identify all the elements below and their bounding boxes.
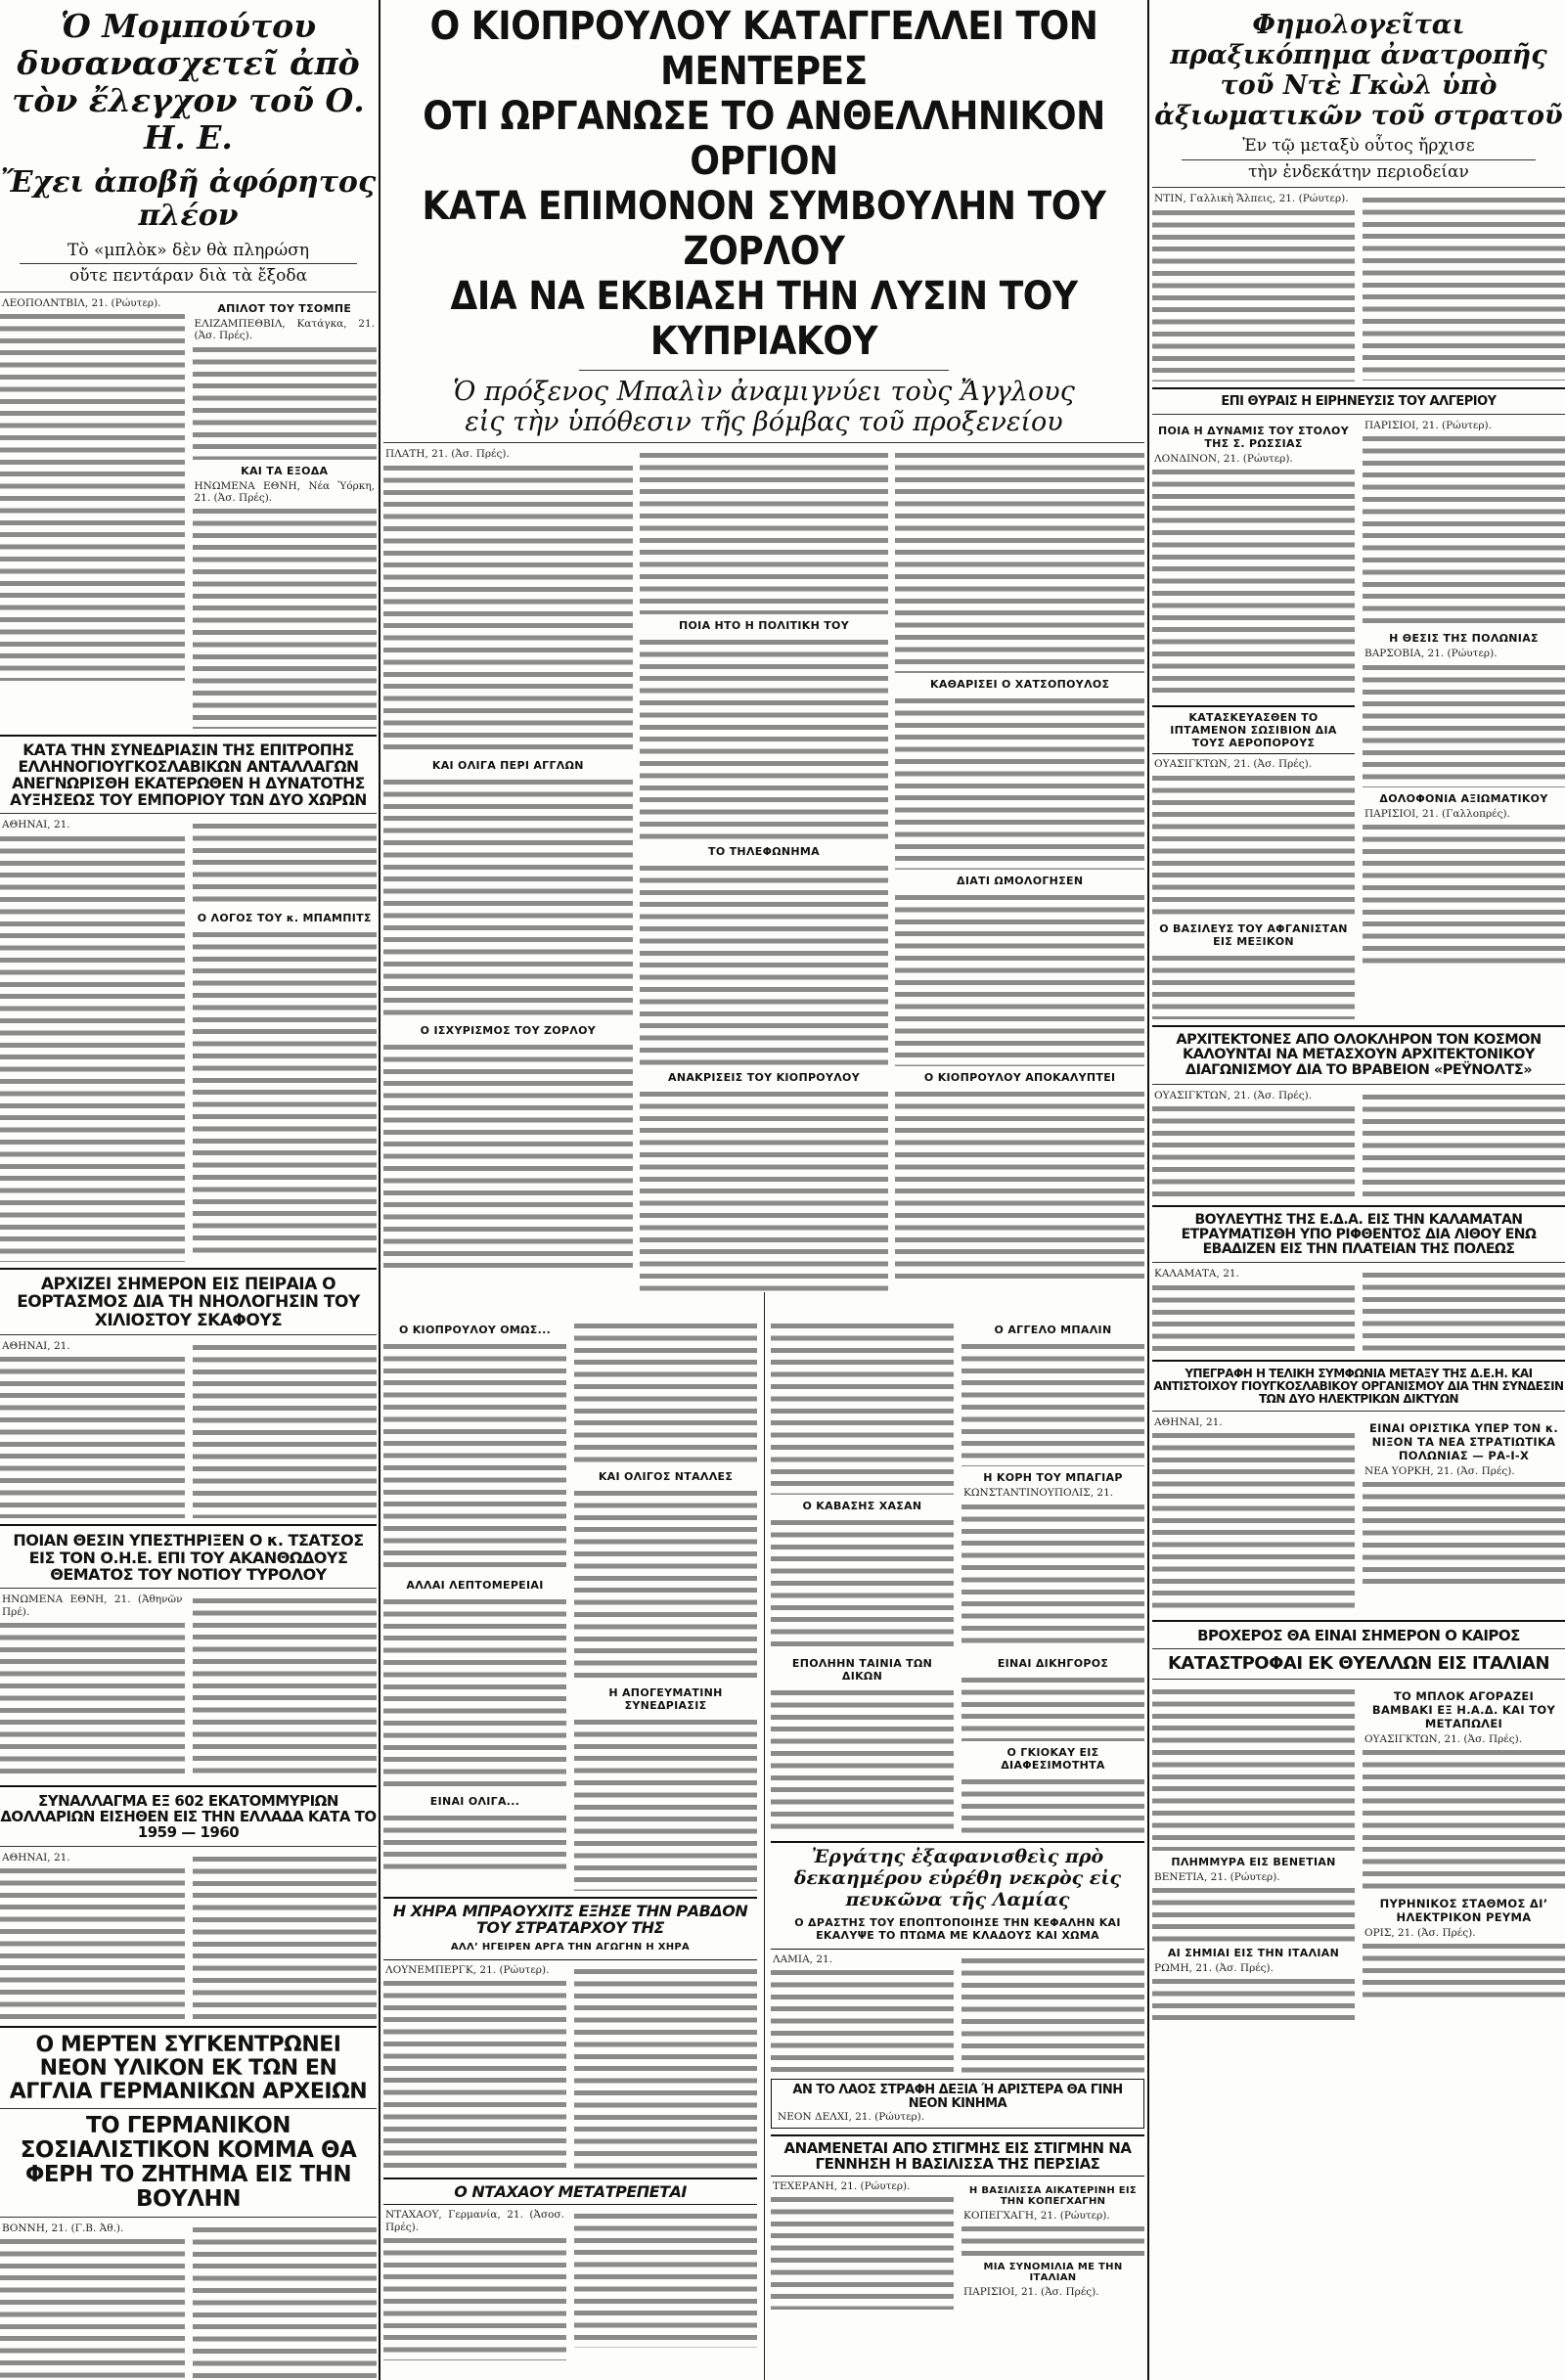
divider [1152,1360,1565,1362]
text-block [961,1673,1144,1741]
column-rule [379,0,380,2380]
dateline: ΚΩΝΣΤΑΝΤΙΝΟΥΠΟΛΙΣ, 21. [963,1487,1114,1500]
dateline: ΛΟΝΔΙΝΟΝ, 21. (Ρώυτερ). [1154,452,1293,465]
text-block [193,2223,378,2380]
dateline: ΒΕΝΕΤΙΑ, 21. (Ρώυτερ). [1154,1870,1280,1883]
dateline: ΠΑΡΙΣΙΟΙ, 21. (Ἀσ. Πρές). [963,2286,1099,2299]
center-lower-right [771,1319,1144,2360]
subheading: ΤΟ ΜΠΛΟΚ ΑΓΟΡΑΖΕΙ ΒΑΜΒΑΚΙ ΕΞ Η.Α.Δ. ΚΑΙ ΤΟΥ ΜΕΤΑΠΩΛΕΙ [1371,1688,1556,1730]
story-body [383,1964,757,2172]
subheading: ΕΙΝΑΙ ΟΛΙΓΑ... [429,1795,520,1809]
story-body [0,1594,377,1779]
story-title: ΒΡΟΧΕΡΟΣ ΘΑ ΕΙΝΑΙ ΣΗΜΕΡΟΝ Ο ΚΑΙΡΟΣ [1197,1626,1520,1644]
subheading: Ο ΒΑΣΙΛΕΥΣ ΤΟΥ ΑΦΓΑΝΙΣΤΑΝ ΕΙΣ ΜΕΞΙΚΟΝ [1159,921,1348,948]
divider [0,1785,377,1787]
subheading: ΕΙΝΑΙ ΔΙΚΗΓΟΡΟΣ [997,1657,1109,1671]
lead-story-subtitle: οὔτε πεντάραν διὰ τὰ ἔξοδα [68,266,308,287]
subheading: ΑΠΙΛΟΤ ΤΟΥ ΤΣΟΜΠΕ [217,301,352,315]
divider [0,1334,377,1335]
story-body [1152,1268,1565,1353]
text-block [1363,1745,1565,1892]
text-block [961,1774,1144,1835]
dateline: ΛΟΥΝΕΜΠΕΡΓΚ, 21. (Ρώυτερ). [385,1963,550,1976]
text-block [895,694,1144,870]
subheading: Ο ΑΓΓΕΛΟ ΜΠΑΛΙΝ [994,1324,1112,1337]
text-block [640,635,889,840]
text-block [193,1852,378,2020]
subheading: Ο ΚΑΒΑΣΗΣ ΧΑΣΑΝ [802,1500,922,1513]
dateline: ΠΛΑΤΗ, 21. (Ἀσ. Πρές). [385,448,510,461]
text-block [640,448,889,614]
dateline: ΒΑΡΣΟΒΙΑ, 21. (Ρώυτερ). [1364,648,1498,660]
text-block [1152,1280,1355,1354]
dateline: ΟΥΑΣΙΓΚΤΩΝ, 21. (Ἀσ. Πρές). [1154,758,1313,771]
lead-story-body [1152,193,1565,381]
subheading: ΑΛΛ’ ΗΓΕΙΡΕΝ ΑΡΓΑ ΤΗΝ ΑΓΩΓΗΝ Η ΧΗΡΑ [450,1941,691,1953]
subheading: ΔΟΛΟΦΟΝΙΑ ΑΞΙΩΜΑΤΙΚΟΥ [1379,791,1548,805]
story-body [771,1953,1144,2073]
story-title: ΑΝ ΤΟ ΛΑΟΣ ΣΤΡΑΦΗ ΔΕΞΙΑ Ή ΑΡΙΣΤΕΡΑ ΘΑ ΓΙΝΗ ΝΕΟΝ ΚΙΝΗΜΑ [792,2083,1123,2112]
dateline: ΑΘΗΝΑΙ, 21. [2,1851,70,1864]
story-box [1152,705,1355,754]
main-story-continuation [771,1652,1144,1835]
text-block [1363,820,1565,966]
lead-story-title: Ὁ Μομπούτου δυσανασχετεῖ ἀπὸ τὸν ἔλεγχον τοῦ Ο. Η. Ε. [12,7,365,157]
story-body [0,2223,377,2380]
subheading: ΠΟΙΑ Η ΔΥΝΑΜΙΣ ΤΟΥ ΣΤΟΛΟΥ ΤΗΣ Σ. ΡΩΣΣΙΑΣ [1158,424,1349,450]
text-block [1363,660,1565,787]
dateline: ΡΩΜΗ, 21. (Ἀσ. Πρές). [1154,1961,1274,1974]
text-block [383,1339,566,1574]
dateline: ΝΤΙΝ, Γαλλικὴ Ἄλπεις, 21. (Ρώυτερ). [1154,193,1349,205]
story-box [771,1841,1144,1950]
text-block [771,1319,954,1495]
divider [1152,187,1565,188]
text-block [1363,1268,1565,1353]
dateline: ΑΘΗΝΑΙ, 21. [1154,1415,1223,1428]
text-block [1152,1101,1355,1199]
story-title: Ο ΜΕΡΤΕΝ ΣΥΓΚΕΝΤΡΩΝΕΙ ΝΕΟΝ ΥΛΙΚΟΝ ΕΚ ΤΩΝ ΕΝ ΑΓΓΛΙΑ ΓΕΡΜΑΝΙΚΩΝ ΑΡΧΕΙΩΝ [9,2033,368,2104]
dateline: ΝΕΟΝ ΔΕΛΧΙ, 21. (Ρώυτερ). [778,2111,925,2124]
divider [0,2108,377,2109]
story-body [1152,1416,1565,1614]
lead-story-title: Φημολογεῖται πραξικόπημα ἀνατροπῆς τοῦ Ντὲ Γκὼλ ὑπὸ ἀξιωματικῶν τοῦ στρατοῦ [1154,10,1563,132]
text-block [1152,1974,1355,2023]
subheading: ΑΙ ΣΗΜΙΑΙ ΕΙΣ ΤΗΝ ΙΤΑΛΙΑΝ [1167,1946,1340,1959]
text-block [1363,193,1565,381]
subheading: Ο ΛΟΓΟΣ ΤΟΥ κ. ΜΠΑΜΠΙΤΣ [197,912,372,925]
text-block [771,1685,954,1832]
story-title: Ο ΝΤΑΧΑΟΥ ΜΕΤΑΤΡΕΠΕΤΑΙ [454,2182,687,2202]
dateline: ΚΟΠΕΓΧΑΓΗ, 21. (Ρώυτερ). [963,2209,1110,2222]
main-headline-line: ΟΤΙ ΩΡΓΑΝΩΣΕ ΤΟ ΑΝΘΕΛΛΗΝΙΚΟΝ ΟΡΓΙΟΝ [423,94,1105,184]
subheading: ΠΟΙΑ ΗΤΟ Η ΠΟΛΙΤΙΚΗ ΤΟΥ [679,619,849,633]
dateline: ΑΘΗΝΑΙ, 21. [2,819,70,831]
text-block [1363,431,1565,627]
dateline: ΗΝΩΜΕΝΑ ΕΘΝΗ, Νέα Ὑόρκη, 21. (Ἀσ. Πρές). [194,479,375,505]
divider [1182,159,1536,160]
story-title: ΕΠΙ ΘΥΡΑΙΣ Η ΕΙΡΗΝΕΥΣΙΣ ΤΟΥ ΑΛΓΕΡΙΟΥ [1221,393,1497,409]
divider [0,813,377,814]
story-title: ΒΟΥΛΕΥΤΗΣ ΤΗΣ Ε.Δ.Α. ΕΙΣ ΤΗΝ ΚΑΛΑΜΑΤΑΝ ΕΤΡΑΥΜΑΤΙΣΘΗ ΥΠΟ ΡΙΦΘΕΝΤΟΣ ΔΙΑ ΛΙΘΟΥ ΕΝΩ ΕΒΑΔΙΖΕΝ ΕΙΣ ΤΗΝ ΠΛΑΤΕΙΑΝ ΤΗΣ ΠΟΛΕΩΣ [1181,1211,1537,1258]
divider [1152,1025,1565,1027]
subheading: ΚΑΤΑΣΚΕΥΑΣΘΕΝ ΤΟ ΙΠΤΑΜΕΝΟΝ ΣΩΣΙΒΙΟΝ ΔΙΑ ΤΟΥΣ ΑΕΡΟΠΟΡΟΥΣ [1170,711,1337,750]
text-block [0,1618,185,1779]
dateline: ΟΥΑΣΙΓΚΤΩΝ, 21. (Ἀσ. Πρές). [1154,1089,1313,1101]
dateline: ΒΟΝΝΗ, 21. (Γ.Β. Ἀθ.). [2,2222,124,2234]
divider [1152,1648,1565,1649]
text-block [0,2234,185,2380]
divider [0,1268,377,1270]
column-rule [1147,0,1149,2380]
dateline: ΛΕΟΠΟΛΝΤΒΙΛ, 21. (Ρώυτερ). [2,296,161,309]
story-title: Η ΧΗΡΑ ΜΠΡΑΟΥΧΙΤΣ ΕΞΗΣΕ ΤΗΝ ΡΑΒΔΟΝ ΤΟΥ ΣΤΡΑΤΑΡΧΟΥ ΤΗΣ [392,1902,748,1938]
subheading: ΠΛΗΜΜΥΡΑ ΕΙΣ ΒΕΝΕΤΙΑΝ [1171,1855,1336,1868]
story-body [0,1852,377,2020]
right-column [1152,0,1565,2380]
text-block [1152,771,1355,918]
lead-story-deck: Ἔχει ἀποβῆ ἀφόρητος πλέον [0,164,377,234]
dateline: ΠΑΡΙΣΙΟΙ, 21. (Γαλλοπρές). [1364,807,1510,820]
divider [0,1524,377,1526]
text-block [383,775,633,1019]
subheading: Ο ΔΡΑΣΤΗΣ ΤΟΥ ΕΠΟΠΤΟΠΟΙΗΣΕ ΤΗΝ ΚΕΦΑΛΗΝ ΚΑΙ ΕΚΑΛΥΨΕ ΤΟ ΠΤΩΜΑ ΜΕ ΚΛΑΔΟΥΣ ΚΑΙ ΧΩΜΑ [794,1915,1121,1942]
center-lower-left [383,1319,757,2360]
divider [1152,387,1565,389]
story-box [383,2178,757,2205]
story-title: ΚΑΤΑΣΤΡΟΦΑΙ ΕΚ ΘΥΕΛΛΩΝ ΕΙΣ ΙΤΑΛΙΑΝ [1167,1653,1550,1675]
subheading: ΚΑΙ ΟΛΙΓΟΣ ΝΤΑΛΛΕΣ [598,1470,734,1484]
text-block [193,927,378,1255]
text-block [193,819,378,907]
subheading: Η ΑΠΟΓΕΥΜΑΤΙΝΗ ΣΥΝΕΔΡΙΑΣΙΣ [608,1686,723,1713]
subheading: ΚΑΘΑΡΙΣΕΙ Ο ΧΑΤΣΟΠΟΥΛΟΣ [930,678,1110,692]
story-title: ΑΝΑΜΕΝΕΤΑΙ ΑΠΟ ΣΤΙΓΜΗΣ ΕΙΣ ΣΤΙΓΜΗΝ ΝΑ ΓΕΝΝΗΣΗ Η ΒΑΣΙΛΙΣΣΑ ΤΗΣ ΠΕΡΣΙΑΣ [783,2138,1132,2173]
subheading: ΚΑΙ ΟΛΙΓΑ ΠΕΡΙ ΑΓΓΛΩΝ [431,758,584,772]
text-block [1152,951,1355,1019]
lead-story-body [0,297,377,730]
story-box [771,2079,1144,2128]
story-body [1152,420,1565,1019]
text-block [0,831,185,1262]
main-headline-line: Ο ΚΙΟΠΡΟΥΛΟΥ ΚΑΤΑΓΓΕΛΛΕΙ ΤΟΝ ΜΕΝΤΕΡΕΣ [429,4,1098,94]
subheading: Ο ΚΙΟΠΡΟΥΛΟΥ ΟΜΩΣ... [398,1324,552,1337]
text-block [383,2233,566,2360]
story-body [771,2180,1144,2310]
dateline: ΝΤΑΧΑΟΥ, Γερμανία, 21. (Ἀσοσ. Πρές). [385,2209,564,2233]
divider [20,263,357,264]
story-title: ΣΥΝΑΛΛΑΓΜΑ ΕΞ 602 ΕΚΑΤΟΜΜΥΡΙΩΝ ΔΟΛΛΑΡΙΩΝ ΕΙΣΗΘΕΝ ΕΙΣ ΤΗΝ ΕΛΛΑΔΑ ΚΑΤΑ ΤΟ 1959 — 1960 [0,1792,377,1842]
subheading: ΑΝΑΚΡΙΣΕΙΣ ΤΟΥ ΚΙΟΠΡΟΥΛΟΥ [668,1071,860,1085]
text-block [640,861,889,1066]
subheading: Η ΚΟΡΗ ΤΟΥ ΜΠΑΓΙΑΡ [983,1471,1123,1485]
text-block [895,1087,1144,1282]
story-box [771,2134,1144,2177]
text-block [640,1087,889,1292]
divider [0,1588,377,1589]
subheading: ΕΙΝΑΙ ΟΡΙΣΤΙΚΑ ΥΠΕΡ ΤΟΝ κ. ΝΙΞΟΝ ΤΑ ΝΕΑ ΣΤΡΑΤΙΩΤΙΚΑ ΠΟΛΩΝΙΑΣ — ΡΑ-Ι-Χ [1368,1420,1559,1462]
center-columns [383,0,1144,2380]
main-story-continuation [383,1319,757,1891]
dateline: ΟΥΑΣΙΓΚΤΩΝ, 21. (Ἀσ. Πρές). [1364,1732,1523,1745]
text-block [0,309,185,681]
story-body [0,1340,377,1518]
text-block [1152,1684,1355,1851]
main-deck: εἰς τὴν ὑπόθεσιν τῆς βόμβας τοῦ προξενείου [465,407,1063,438]
center-lower [383,1319,1144,2360]
subheading: ΔΙΑΤΙ ΩΜΟΛΟΓΗΣΕΝ [957,875,1084,888]
text-block [383,461,633,754]
subheading: ΠΥΡΗΝΙΚΟΣ ΣΤΑΘΜΟΣ ΔΙ’ ΗΛΕΚΤΡΙΚΟΝ ΡΕΥΜΑ [1379,1896,1548,1924]
text-block [193,1340,378,1518]
divider [1152,414,1565,415]
dateline: ΗΝΩΜΕΝΑ ΕΘΝΗ, 21. (Ἀθηνῶν Πρέ). [2,1594,183,1618]
text-block [961,2222,1144,2257]
subheading: ΚΑΙ ΤΑ ΕΞΟΔΑ [241,464,329,477]
divider [0,1846,377,1847]
lead-story-subtitle: Ἐν τῷ μεταξὺ οὗτος ἤρχισε [1242,136,1475,157]
story-body [383,2209,757,2360]
lead-story-subtitle: τὴν ἑνδεκάτην περιοδείαν [1248,161,1469,182]
text-block [0,1352,185,1518]
text-block [574,2209,757,2348]
story-title: ΥΠΕΓΡΑΦΗ Η ΤΕΛΙΚΗ ΣΥΜΦΩΝΙΑ ΜΕΤΑΞΥ ΤΗΣ Δ.Ε.Η. ΚΑΙ ΑΝΤΙΣΤΟΙΧΟΥ ΓΙΟΥΓΚΟΣΛΑΒΙΚΟΥ ΟΡΓΑΝΙΣΜΟΥ ΔΙΑ ΤΗΝ ΣΥΝΔΕΣΙΝ ΤΩΝ ΔΥΟ ΗΛΕΚΤΡΙΚΩΝ ΔΙΚΤΥΩΝ [1153,1366,1564,1406]
story-title: ΑΡΧΙΖΕΙ ΣΗΜΕΡΟΝ ΕΙΣ ΠΕΙΡΑΙΑ Ο ΕΟΡΤΑΣΜΟΣ ΔΙΑ ΤΗ ΝΗΟΛΟΓΗΣΙΝ ΤΟΥ ΧΙΛΙΟΣΤΟΥ ΣΚΑΦΟΥΣ [17,1274,360,1330]
main-headline [383,4,1144,364]
story-title: ΚΑΤΑ ΤΗΝ ΣΥΝΕΔΡΙΑΣΙΝ ΤΗΣ ΕΠΙΤΡΟΠΗΣ ΕΛΛΗΝΟΓΙΟΥΓΚΟΣΛΑΒΙΚΩΝ ΑΝΤΑΛΛΑΓΩΝ ΑΝΕΓΝΩΡΙΣΘΗ ΕΚΑΤΕΡΩΘΕΝ Η ΔΥΝΑΤΟΤΗΣ ΑΥΞΗΣΕΩΣ ΤΟΥ ΕΜΠΟΡΙΟΥ ΤΩΝ ΔΥΟ ΧΩΡΩΝ [10,741,367,809]
main-headline-line: ΚΑΤΑ ΕΠΙΜΟΝΟΝ ΣΥΜΒΟΥΛΗΝ ΤΟΥ ΖΟΡΛΟΥ [422,184,1106,274]
text-block [0,1864,185,2020]
text-block [193,1594,378,1779]
text-block [1152,205,1355,382]
subheading: Ο ΚΙΟΠΡΟΥΛΟΥ ΑΠΟΚΑΛΥΠΤΕΙ [923,1071,1116,1085]
story-title: ΠΟΙΑΝ ΘΕΣΙΝ ΥΠΕΣΤΗΡΙΞΕΝ Ο κ. ΤΣΑΤΣΟΣ ΕΙΣ ΤΟΝ Ο.Η.Ε. ΕΠΙ ΤΟΥ ΑΚΑΝΘΩΔΟΥΣ ΘΕΜΑΤΟΣ ΤΟΥ ΝΟΤΙΟΥ ΤΥΡΟΛΟΥ [13,1531,364,1584]
subheading: Η ΒΑΣΙΛΙΣΣΑ ΑΙΚΑΤΕΡΙΝΗ ΕΙΣ ΤΗΝ ΚΟΠΕΓΧΑΓΗΝ [968,2184,1138,2207]
divider [1152,1084,1565,1085]
subheading: Ο ΓΚΙΟΚΑΥ ΕΙΣ ΔΙΑΦΕΣΙΜΟΤΗΤΑ [1001,1746,1105,1773]
main-deck: Ὁ πρόξενος Μπαλὶν ἀναμιγνύει τοὺς Ἄγγλους [453,377,1075,407]
subheading: ΕΠΟΛΗΗΝ ΤΑΙΝΙΑ ΤΩΝ ΔΙΚΩΝ [791,1657,933,1684]
text-block [961,1500,1144,1646]
divider [0,2026,377,2028]
dateline: ΛΑΜΙΑ, 21. [773,1953,833,1965]
lead-story-subtitle: Τὸ «μπλὸκ» δὲν θὰ πληρώση [67,240,310,260]
text-block [1152,1883,1355,1942]
text-block [1363,1939,1565,1998]
subheading: ΑΛΛΑΙ ΛΕΠΤΟΜΕΡΕΙΑΙ [406,1579,544,1593]
text-block [771,1515,954,1652]
text-block [193,504,378,729]
text-block [1363,1477,1565,1585]
story-body [1152,1684,1565,2024]
divider [579,370,949,371]
text-block [1363,1090,1565,1199]
text-block [383,1976,566,2172]
subheading: ΤΟ ΤΗΛΕΦΩΝΗΜΑ [708,845,820,859]
text-block [1152,1428,1355,1614]
dateline: ΝΕΑ ΥΟΡΚΗ, 21. (Ἀσ. Πρές). [1364,1464,1515,1477]
text-block [574,1964,757,2172]
story-title: ΑΡΧΙΤΕΚΤΟΝΕΣ ΑΠΟ ΟΛΟΚΛΗΡΟΝ ΤΟΝ ΚΟΣΜΟΝ ΚΑΛΟΥΝΤΑΙ ΝΑ ΜΕΤΑΣΧΟΥΝ ΑΡΧΙΤΕΚΤΟΝΙΚΟΥ ΔΙΑΓΩΝΙΣΜΟΥ ΔΙΑ ΤΟ ΒΡΑΒΕΙΟΝ «ΡΕΫΝΟΛΤΣ» [1176,1031,1542,1078]
story-body [1152,1090,1565,1199]
divider [1152,1620,1565,1622]
divider [383,442,1144,443]
text-block [383,1040,633,1275]
dateline: ΑΘΗΝΑΙ, 21. [2,1339,70,1352]
dateline: ΠΑΡΙΣΙΟΙ, 21. (Ρώυτερ). [1364,419,1492,431]
story-body [0,819,377,1261]
text-block [961,1339,1144,1466]
text-block [383,1594,566,1790]
dateline: ΤΕΧΕΡΑΝΗ, 21. (Ρώυτερ). [773,2179,911,2192]
text-block [1152,465,1355,699]
dateline: ΟΡΙΣ, 21. (Ἀσ. Πρές). [1364,1926,1476,1939]
divider [1152,1205,1565,1207]
story-deck: ΤΟ ΓΕΡΜΑΝΙΚΟΝ ΣΟΣΙΑΛΙΣΤΙΚΟΝ ΚΟΜΜΑ ΘΑ ΦΕΡΗ ΤΟ ΖΗΤΗΜΑ ΕΙΣ ΤΗΝ ΒΟΥΛΗΝ [20,2113,357,2212]
text-block [574,1486,757,1682]
divider [1152,1262,1565,1263]
text-block [771,2192,954,2310]
main-story-body [383,448,1144,1319]
main-headline-line: ΔΙΑ ΝΑ ΕΚΒΙΑΣΗ ΤΗΝ ΛΥΣΙΝ ΤΟΥ ΚΥΠΡΙΑΚΟΥ [450,274,1078,364]
divider [1152,1679,1565,1680]
dateline: ΚΑΛΑΜΑΤΑ, 21. [1154,1268,1239,1280]
divider [0,735,377,737]
text-block [895,890,1144,1066]
subheading: Η ΘΕΣΙΣ ΤΗΣ ΠΟΛΩΝΙΑΣ [1389,632,1539,646]
text-block [574,1715,757,1891]
text-block [574,1319,757,1465]
left-column [0,0,377,2380]
text-block [383,1811,566,1869]
story-title: Ἐργάτης ἐξαφανισθεὶς πρὸ δεκαημέρου εὑρέθη νεκρὸς εἰς πευκῶνα τῆς Λαμίας [793,1846,1122,1910]
text-block [961,1953,1144,2073]
subheading: ΜΙΑ ΣΥΝΟΜΙΛΙΑ ΜΕ ΤΗΝ ΙΤΑΛΙΑΝ [983,2262,1123,2284]
divider [0,2217,377,2218]
divider [1152,1411,1565,1412]
dateline: ΕΛΙΖΑΜΠΕΘΒΙΛ, Κατάγκα, 21. (Ἀσ. Πρές). [194,317,375,342]
story-box [383,1897,757,1960]
text-block [771,1965,954,2073]
text-block [193,342,378,460]
text-block [895,448,1144,673]
subheading: Ο ΙΣΧΥΡΙΣΜΟΣ ΤΟΥ ΖΟΡΛΟΥ [420,1023,596,1037]
main-story-continuation [771,1319,1144,1652]
